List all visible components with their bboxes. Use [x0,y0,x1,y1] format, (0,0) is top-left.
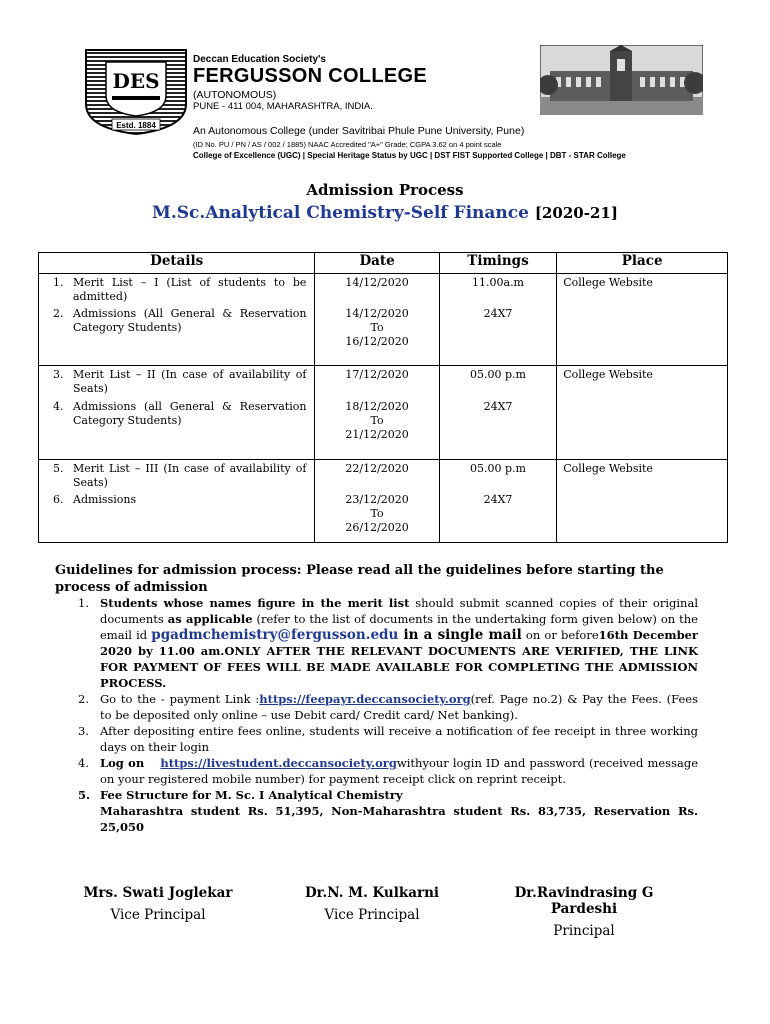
svg-text:DES: DES [112,69,160,93]
row-place [563,398,727,400]
row-detail: Admissions (all General & Reservation Category Students) [73,399,307,427]
item-number: 3. [78,724,89,738]
row-date-end: 16/12/2020 [345,334,409,348]
signatory-role: Vice Principal [324,907,420,923]
row-place [563,491,727,493]
autonomous-label: (AUTONOMOUS) [193,89,277,101]
guidelines-list [78,595,698,835]
item-bold-text: Students whose names figure in the merit list [100,596,410,610]
logo-estd-text: Estd. 1884 [116,121,156,130]
row-detail: Merit List – III (In case of availability of Seats) [73,462,307,489]
signature-block [484,885,684,939]
item-text: After depositing entire fees online, students will receive a notification of fee receipt in three working days on their login [100,724,698,754]
row-detail: Admissions [73,492,137,506]
row-number: 4. [53,399,64,413]
list-item [78,787,698,835]
signatory-name: Mrs. Swati Joglekar [83,885,233,901]
row-timing: 05.00 p.m [470,368,526,381]
college-logo [82,44,190,136]
row-number: 3. [53,368,64,381]
accreditation-line: (ID No. PU / PN / AS / 002 / 1885) NAAC Accredited "A+" Grade; CGPA 3.62 on 4 point scale [193,140,502,149]
fee-structure-heading: Fee Structure for M. Sc. I Analytical Chemistry [100,788,403,802]
table-row [39,398,728,460]
title-program [0,203,770,223]
table-header-row [39,253,728,274]
table-row [39,366,728,398]
row-timing: 24X7 [483,306,513,320]
academic-year: [2020-21] [534,204,618,222]
program-name: M.Sc.Analytical Chemistry-Self Finance [152,203,529,223]
table-row [39,491,728,543]
society-name: Deccan Education Society's [193,54,326,65]
signatory-role: Principal [553,923,615,939]
student-portal-link[interactable]: https://livestudent.deccansociety.org [160,756,397,770]
item-bold-text: as applicable [167,612,253,626]
affiliation-line: An Autonomous College (under Savitribai Phule Pune University, Pune) [193,125,525,137]
item-text: (ref. Page no.2) & Pay the Fees. (Fees to be deposited only online – use Debit card/ Credit card/ Net banking). [100,692,698,722]
col-date: Date [315,253,439,274]
fee-structure-amounts: Maharashtra student Rs. 51,395, Non-Maharashtra student Rs. 83,735, Reservation Rs. 25,050 [100,804,698,834]
row-timing: 24X7 [483,492,513,506]
item-text: should submit scanned copies of their original documents [100,596,698,626]
signatory-name: Dr.N. M. Kulkarni [304,885,440,901]
row-date: 22/12/2020 [345,462,409,475]
item-number: 4. [78,756,89,770]
row-date-to: To [370,320,384,334]
list-item [78,691,698,723]
signature-block [272,885,472,923]
row-number: 6. [53,492,64,506]
title-admission-process: Admission Process [306,181,464,199]
row-place: College Website [563,368,653,381]
admission-schedule-table [38,252,728,543]
row-place: College Website [563,276,653,289]
row-detail: Merit List – II (In case of availability of Seats) [73,368,307,395]
payment-link[interactable]: https://feepayr.deccansociety.org [259,692,471,706]
row-number: 2. [53,306,64,320]
row-date-start: 23/12/2020 [345,492,409,506]
row-place [563,305,727,307]
row-date: 17/12/2020 [345,368,409,381]
row-timing: 05.00 p.m [470,462,526,475]
list-item [78,723,698,755]
table-row [39,460,728,491]
table-row [39,274,728,305]
item-text: on or before [521,628,599,642]
row-number: 5. [53,462,64,475]
col-place: Place [557,253,728,274]
item-text: (refer to the list of documents in the undertaking form given below) on the email id [100,612,698,642]
row-date-start: 14/12/2020 [345,306,409,320]
row-date-start: 18/12/2020 [345,399,409,413]
list-item [78,755,698,787]
row-date: 14/12/2020 [345,276,409,289]
item-text: Go to the - payment Link : [100,692,260,706]
row-detail: Admissions (All General & Reservation Category Students) [73,306,307,334]
item-deadline-text: 16th December 2020 by 11.00 am.ONLY AFTER THE RELEVANT DOCUMENTS ARE VERIFIED, THE LINK FOR PAYMENT OF FEES WILL BE MADE AVAILABLE FOR COMPLETING THE ADMISSION PROCESS. [100,628,698,690]
row-place: College Website [563,462,653,475]
col-timings: Timings [439,253,556,274]
guidelines-heading: Guidelines for admission process: Please read all the guidelines before starting the process of admission [55,563,664,595]
status-bar: College of Excellence (UGC) | Special Heritage Status by UGC | DST FIST Supported College | DBT - STAR College [193,151,626,160]
row-date-end: 21/12/2020 [345,427,409,441]
table-row [39,305,728,366]
col-details: Details [39,253,315,274]
item-text: withyour login ID and password (received message on your registered mobile number) for payment receipt click on reprint receipt. [100,756,698,786]
signatory-role: Vice Principal [110,907,206,923]
signatory-name: Dr.Ravindrasing G Pardeshi [514,885,654,917]
list-item [78,595,698,691]
item-bold-text: Log on [100,756,145,770]
college-building-photo [540,45,703,115]
row-date-to: To [370,506,384,520]
college-name: FERGUSSON COLLEGE [193,65,428,87]
row-number: 1. [53,276,64,289]
item-number: 1. [78,596,89,610]
item-number: 5. [78,788,91,802]
row-timing: 11.00a.m [472,276,524,289]
item-number: 2. [78,692,89,706]
row-date-to: To [370,413,384,427]
row-detail: Merit List – I (List of students to be admitted) [73,276,307,303]
item-bold-text: in a single mail [398,627,522,643]
signature-block [58,885,258,923]
row-timing: 24X7 [483,399,513,413]
row-date-end: 26/12/2020 [345,520,409,534]
college-address: PUNE - 411 004, MAHARASHTRA, INDIA. [193,101,373,112]
email-link[interactable]: pgadmchemistry@fergusson.edu [151,627,399,643]
